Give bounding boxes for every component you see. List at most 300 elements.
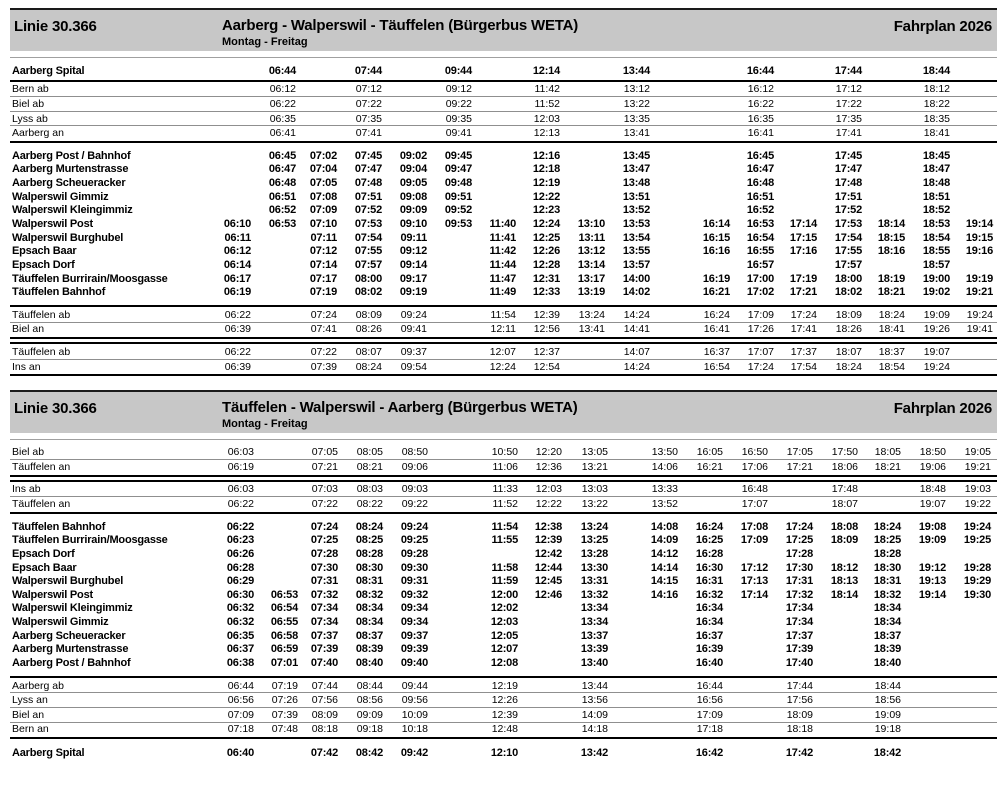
time-cell: 06:26 (226, 547, 254, 560)
time-cell: 17:26 (747, 323, 774, 336)
stop-label: Walperswil Kleingimmiz (12, 602, 133, 615)
time-cell: 19:13 (918, 575, 946, 588)
time-cell: 12:11 (490, 323, 516, 336)
time-cell: 12:39 (534, 534, 562, 547)
time-cell: 07:01 (270, 656, 298, 669)
time-cell: 10:50 (491, 446, 518, 459)
time-cell: 19:19 (965, 272, 993, 285)
time-cell: 07:39 (310, 360, 337, 373)
time-cell: 19:18 (874, 723, 901, 736)
time-cell: 19:16 (965, 245, 993, 258)
time-cell: 17:52 (834, 204, 862, 217)
time-cell: 06:38 (226, 656, 254, 669)
time-cell: 12:19 (491, 679, 518, 692)
time-cell: 19:07 (923, 346, 950, 358)
time-cell: 17:34 (785, 602, 813, 615)
time-cell: 16:22 (747, 97, 774, 110)
time-cell: 16:56 (696, 694, 723, 707)
time-cell: 16:31 (695, 575, 723, 588)
time-cell: 11:54 (490, 308, 516, 321)
time-cell: 12:03 (490, 616, 518, 629)
time-cell: 06:41 (269, 127, 296, 140)
time-cell: 13:48 (622, 177, 650, 190)
time-cell: 18:41 (878, 323, 905, 336)
stop-label: Biel ab (12, 446, 45, 459)
time-cell: 08:24 (355, 360, 382, 373)
time-cell: 17:56 (786, 694, 813, 707)
time-cell: 06:12 (223, 245, 251, 258)
table-row (10, 97, 997, 112)
stop-row (10, 163, 997, 177)
stop-row (10, 520, 997, 534)
time-cell: 09:05 (399, 177, 427, 190)
time-cell: 06:12 (269, 83, 296, 96)
time-cell: 17:51 (834, 190, 862, 203)
time-cell: 08:44 (356, 679, 383, 692)
time-cell: 13:31 (580, 575, 608, 588)
time-cell: 16:14 (702, 217, 730, 230)
time-cell: 07:51 (354, 190, 382, 203)
time-cell: 18:24 (835, 360, 862, 373)
time-cell: 06:55 (270, 616, 298, 629)
table-row (10, 308, 997, 323)
time-cell: 17:47 (834, 163, 862, 176)
time-cell: 17:16 (789, 245, 817, 258)
time-cell: 09:37 (400, 629, 428, 642)
time-cell: 08:18 (311, 723, 338, 736)
time-cell: 13:56 (581, 694, 608, 707)
stop-row (10, 547, 997, 561)
time-cell: 09:18 (356, 723, 383, 736)
stop-label: Aarberg Post / Bahnhof (12, 656, 131, 669)
table-row (10, 708, 997, 723)
time-cell: 18:12 (830, 561, 858, 574)
time-cell: 17:48 (831, 483, 858, 496)
time-cell: 13:22 (623, 97, 650, 110)
time-cell: 08:37 (355, 629, 383, 642)
time-cell: 07:31 (310, 575, 338, 588)
time-cell: 12:03 (535, 483, 562, 496)
time-cell: 11:59 (491, 575, 518, 588)
time-cell: 07:18 (227, 723, 254, 736)
stop-label: Aarberg ab (12, 679, 64, 692)
time-cell: 16:30 (695, 561, 723, 574)
time-cell: 18:16 (877, 245, 905, 258)
time-cell: 19:12 (918, 561, 946, 574)
time-cell: 08:40 (355, 656, 383, 669)
time-cell: 06:19 (227, 460, 254, 473)
time-cell: 12:16 (532, 149, 560, 162)
time-cell: 11:33 (492, 483, 518, 496)
time-cell: 06:29 (226, 575, 254, 588)
time-cell: 16:51 (746, 190, 774, 203)
time-cell: 08:39 (355, 643, 383, 656)
time-cell: 06:45 (268, 149, 296, 162)
time-cell: 17:41 (790, 323, 817, 336)
time-cell: 07:45 (354, 149, 382, 162)
time-cell: 06:10 (223, 217, 251, 230)
time-cell: 13:50 (651, 446, 678, 459)
time-cell: 09:44 (401, 679, 428, 692)
stop-row (10, 574, 997, 588)
time-cell: 18:52 (922, 204, 950, 217)
time-cell: 07:37 (310, 629, 338, 642)
time-cell: 12:24 (532, 217, 560, 230)
time-cell: 12:19 (532, 177, 560, 190)
time-cell: 18:51 (922, 190, 950, 203)
time-cell: 09:25 (400, 534, 428, 547)
time-cell: 09:22 (401, 497, 428, 510)
time-cell: 06:39 (224, 323, 251, 336)
time-cell: 12:00 (490, 588, 518, 601)
time-cell: 16:16 (702, 245, 730, 258)
time-cell: 09:48 (444, 177, 472, 190)
stop-label: Walperswil Burghubel (12, 575, 124, 588)
time-cell: 09:04 (399, 163, 427, 176)
time-cell: 16:21 (702, 286, 730, 299)
time-cell: 07:24 (310, 520, 338, 533)
bus-stop-times (10, 143, 997, 305)
stop-label: Ins an (12, 360, 41, 373)
time-cell: 18:21 (877, 286, 905, 299)
time-cell: 19:02 (922, 286, 950, 299)
time-cell: 16:47 (746, 163, 774, 176)
time-cell: 17:13 (740, 575, 768, 588)
time-cell: 06:53 (270, 588, 298, 601)
time-cell: 06:58 (270, 629, 298, 642)
time-cell: 06:56 (227, 694, 254, 707)
time-cell: 13:51 (622, 190, 650, 203)
time-cell: 13:24 (578, 308, 605, 321)
time-cell: 13:32 (580, 588, 608, 601)
time-cell: 18:00 (834, 272, 862, 285)
time-cell: 18:07 (831, 497, 858, 510)
time-cell: 08:28 (355, 547, 383, 560)
time-cell: 16:55 (746, 245, 774, 258)
table-row (10, 360, 997, 374)
time-cell: 14:02 (622, 286, 650, 299)
time-cell: 06:22 (224, 308, 251, 321)
time-cell: 11:40 (489, 217, 516, 230)
time-cell: 18:44 (874, 679, 901, 692)
route-title: Aarberg - Walperswil - Täuffelen (Bürgerbus WETA) (222, 17, 579, 34)
time-cell: 17:54 (790, 360, 817, 373)
time-cell: 11:47 (489, 272, 516, 285)
table-row (10, 83, 997, 98)
line-number: Linie 30.366 (14, 400, 97, 418)
time-cell: 19:05 (964, 446, 991, 459)
time-cell: 17:09 (747, 308, 774, 321)
time-cell: 12:22 (535, 497, 562, 510)
time-cell: 07:12 (309, 245, 337, 258)
stop-row (10, 272, 997, 286)
time-cell: 12:25 (532, 231, 560, 244)
time-cell: 16:48 (741, 483, 768, 496)
time-cell: 16:37 (695, 629, 723, 642)
time-cell: 07:40 (310, 656, 338, 669)
table-row (10, 693, 997, 708)
time-cell: 17:37 (785, 629, 813, 642)
time-cell: 14:16 (650, 588, 678, 601)
time-cell: 18:55 (922, 245, 950, 258)
time-cell: 07:17 (309, 272, 337, 285)
stop-row (10, 533, 997, 547)
time-cell: 09:53 (444, 217, 472, 230)
time-cell: 19:07 (919, 497, 946, 510)
time-cell: 17:24 (747, 360, 774, 373)
time-cell: 14:41 (623, 323, 650, 336)
time-cell: 07:52 (354, 204, 382, 217)
stop-label: Epsach Dorf (12, 547, 75, 560)
time-cell: 14:06 (651, 460, 678, 473)
time-cell: 06:22 (227, 497, 254, 510)
stop-row (10, 190, 997, 204)
time-cell: 09:08 (399, 190, 427, 203)
time-cell: 11:52 (492, 497, 518, 510)
time-cell: 06:44 (227, 679, 254, 692)
time-cell: 19:29 (963, 575, 991, 588)
time-cell: 17:21 (789, 286, 817, 299)
time-cell: 13:41 (578, 323, 605, 336)
time-cell: 08:07 (355, 346, 382, 358)
time-cell: 18:24 (873, 520, 901, 533)
time-cell: 06:30 (226, 588, 254, 601)
time-cell: 07:04 (309, 163, 337, 176)
time-cell: 17:14 (789, 217, 817, 230)
time-cell: 07:10 (309, 217, 337, 230)
time-cell: 19:26 (923, 323, 950, 336)
time-cell: 11:06 (492, 460, 518, 473)
stop-label: Biel an (12, 323, 45, 336)
time-cell: 13:37 (580, 629, 608, 642)
time-cell: 18:09 (835, 308, 862, 321)
time-cell: 12:03 (533, 112, 560, 125)
time-cell: 14:07 (623, 346, 650, 358)
time-cell: 09:34 (400, 602, 428, 615)
stop-row (10, 285, 997, 299)
time-cell: 09:12 (399, 245, 427, 258)
stop-label: Bern ab (12, 83, 49, 96)
time-cell: 14:12 (650, 547, 678, 560)
time-cell: 18:07 (835, 346, 862, 358)
time-cell: 12:26 (532, 245, 560, 258)
time-cell: 18:40 (873, 656, 901, 669)
time-cell: 13:54 (622, 231, 650, 244)
time-cell: 16:21 (696, 460, 723, 473)
time-cell: 07:56 (311, 694, 338, 707)
header-band-outbound (10, 8, 997, 51)
line-number: Linie 30.366 (14, 18, 97, 35)
stop-row (10, 629, 997, 643)
onward-connections-biel (10, 307, 997, 337)
time-cell: 16:45 (746, 149, 774, 162)
time-cell: 14:24 (623, 360, 650, 373)
time-cell: 09:06 (401, 460, 428, 473)
time-cell: 14:09 (650, 534, 678, 547)
time-cell: 07:34 (310, 616, 338, 629)
time-cell: 07:48 (354, 177, 382, 190)
stop-label: Walperswil Gimmiz (12, 616, 109, 629)
time-cell: 18:39 (873, 643, 901, 656)
time-cell: 12:48 (491, 723, 518, 736)
time-cell: 17:07 (747, 346, 774, 358)
time-cell: 09:19 (399, 286, 427, 299)
time-cell: 18:32 (873, 588, 901, 601)
time-cell: 17:15 (789, 231, 817, 244)
time-cell: 11:49 (489, 286, 516, 299)
time-cell: 06:52 (268, 204, 296, 217)
time-cell: 07:34 (310, 602, 338, 615)
time-cell: 12:08 (490, 656, 518, 669)
time-cell: 17:09 (696, 708, 723, 721)
time-cell: 09:10 (399, 217, 427, 230)
time-cell: 07:41 (310, 323, 337, 336)
time-cell: 13:28 (580, 547, 608, 560)
time-cell: 13:52 (622, 204, 650, 217)
time-cell: 07:44 (354, 64, 382, 77)
time-cell: 06:35 (269, 112, 296, 125)
time-cell: 07:53 (354, 217, 382, 230)
stop-row (10, 176, 997, 190)
time-cell: 09:17 (399, 272, 427, 285)
time-cell: 08:03 (356, 483, 383, 496)
divider (10, 374, 997, 376)
time-cell: 13:19 (577, 286, 605, 299)
time-cell: 07:09 (227, 708, 254, 721)
table-row (10, 497, 997, 511)
time-cell: 18:13 (830, 575, 858, 588)
time-cell: 13:34 (580, 616, 608, 629)
time-cell: 06:14 (223, 258, 251, 271)
time-cell: 06:23 (226, 534, 254, 547)
onward-connections-ins (10, 344, 997, 374)
time-cell: 06:19 (223, 286, 251, 299)
time-cell: 18:14 (830, 588, 858, 601)
stop-label: Walperswil Post (12, 217, 93, 230)
time-cell: 09:30 (400, 561, 428, 574)
time-cell: 17:50 (831, 446, 858, 459)
time-cell: 18:15 (877, 231, 905, 244)
time-cell: 19:00 (922, 272, 950, 285)
time-cell: 13:45 (622, 149, 650, 162)
time-cell: 13:12 (577, 245, 605, 258)
time-cell: 16:44 (746, 64, 774, 77)
time-cell: 13:47 (622, 163, 650, 176)
time-cell: 17:07 (741, 497, 768, 510)
stop-label: Aarberg Scheueracker (12, 177, 126, 190)
time-cell: 12:39 (533, 308, 560, 321)
time-cell: 06:53 (268, 217, 296, 230)
time-cell: 08:42 (355, 746, 383, 759)
time-cell: 12:07 (490, 643, 518, 656)
time-cell: 09:31 (400, 575, 428, 588)
timetable-year: Fahrplan 2026 (893, 400, 992, 418)
time-cell: 19:09 (874, 708, 901, 721)
time-cell: 17:08 (740, 520, 768, 533)
time-cell: 10:18 (401, 723, 428, 736)
feeder-connections (10, 82, 997, 141)
time-cell: 17:44 (834, 64, 862, 77)
time-cell: 16:37 (703, 346, 730, 358)
bus-stop-times (10, 514, 997, 676)
time-cell: 13:35 (623, 112, 650, 125)
time-cell: 06:22 (226, 520, 254, 533)
time-cell: 17:22 (835, 97, 862, 110)
service-days: Montag - Freitag (222, 418, 308, 431)
service-days: Montag - Freitag (222, 36, 308, 48)
time-cell: 07:09 (309, 204, 337, 217)
time-cell: 17:25 (785, 534, 813, 547)
time-cell: 16:15 (702, 231, 730, 244)
time-cell: 12:44 (534, 561, 562, 574)
stop-label: Aarberg Post / Bahnhof (12, 149, 131, 162)
time-cell: 13:53 (622, 217, 650, 230)
time-cell: 11:58 (491, 561, 518, 574)
time-cell: 08:26 (355, 323, 382, 336)
time-cell: 09:56 (401, 694, 428, 707)
time-cell: 18:05 (874, 446, 901, 459)
time-cell: 06:44 (268, 64, 296, 77)
time-cell: 12:31 (532, 272, 560, 285)
time-cell: 16:41 (747, 127, 774, 140)
time-cell: 17:55 (834, 245, 862, 258)
stop-label: Walperswil Post (12, 588, 93, 601)
time-cell: 08:31 (355, 575, 383, 588)
stop-row (10, 204, 997, 218)
time-cell: 16:41 (703, 323, 730, 336)
time-cell: 11:42 (534, 83, 560, 96)
time-cell: 17:57 (834, 258, 862, 271)
time-cell: 17:06 (741, 460, 768, 473)
time-cell: 17:30 (785, 561, 813, 574)
time-cell: 18:45 (922, 149, 950, 162)
time-cell: 18:08 (830, 520, 858, 533)
time-cell: 17:44 (786, 679, 813, 692)
time-cell: 08:05 (356, 446, 383, 459)
time-cell: 08:34 (355, 616, 383, 629)
time-cell: 18:24 (878, 308, 905, 321)
time-cell: 13:39 (580, 643, 608, 656)
time-cell: 12:37 (533, 346, 560, 358)
stop-row (10, 656, 997, 670)
stop-label: Aarberg Murtenstrasse (12, 643, 129, 656)
time-cell: 06:17 (223, 272, 251, 285)
time-cell: 17:40 (785, 656, 813, 669)
time-cell: 16:52 (746, 204, 774, 217)
time-cell: 18:14 (877, 217, 905, 230)
time-cell: 12:26 (491, 694, 518, 707)
time-cell: 07:02 (309, 149, 337, 162)
time-cell: 08:21 (356, 460, 383, 473)
time-cell: 16:19 (702, 272, 730, 285)
time-cell: 07:21 (311, 460, 338, 473)
time-cell: 13:21 (581, 460, 608, 473)
time-cell: 08:34 (355, 602, 383, 615)
time-cell: 07:14 (309, 258, 337, 271)
time-cell: 17:05 (786, 446, 813, 459)
time-cell: 12:38 (534, 520, 562, 533)
stop-label: Aarberg Spital (12, 746, 85, 759)
time-cell: 19:24 (923, 360, 950, 373)
time-cell: 14:18 (581, 723, 608, 736)
time-cell: 16:57 (746, 258, 774, 271)
time-cell: 18:12 (923, 83, 950, 96)
time-cell: 19:25 (963, 534, 991, 547)
time-cell: 19:06 (919, 460, 946, 473)
time-cell: 17:37 (790, 346, 817, 358)
time-cell: 19:28 (963, 561, 991, 574)
time-cell: 12:02 (490, 602, 518, 615)
